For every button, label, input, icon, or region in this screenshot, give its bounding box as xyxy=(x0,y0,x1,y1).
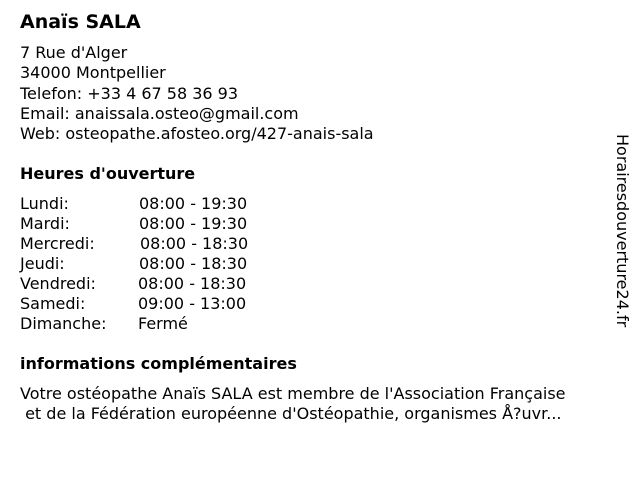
business-title: Anaïs SALA xyxy=(20,11,141,33)
day-label: Samedi: xyxy=(20,294,86,313)
day-label: Dimanche: xyxy=(20,314,107,333)
time-range: Fermé xyxy=(138,314,188,333)
info-text-line1: Votre ostéopathe Anaïs SALA est membre de l'Association Française xyxy=(20,384,566,403)
time-range: 09:00 - 13:00 xyxy=(138,294,247,313)
time-range: 08:00 - 18:30 xyxy=(140,234,249,253)
info-text-line2: et de la Fédération européenne d'Ostéopathie, organismes Å?uvr... xyxy=(20,404,562,423)
day-label: Mercredi: xyxy=(20,234,95,253)
day-label: Lundi: xyxy=(20,194,69,213)
address-city: 34000 Montpellier xyxy=(20,63,166,82)
time-range: 08:00 - 19:30 xyxy=(139,214,248,233)
time-range: 08:00 - 18:30 xyxy=(139,254,248,273)
address-street: 7 Rue d'Alger xyxy=(20,43,128,62)
email-line: Email: anaissala.osteo@gmail.com xyxy=(20,104,299,123)
web-line: Web: osteopathe.afosteo.org/427-anais-sala xyxy=(20,124,374,143)
day-label: Mardi: xyxy=(20,214,70,233)
time-range: 08:00 - 19:30 xyxy=(139,194,248,213)
info-heading: informations complémentaires xyxy=(20,354,297,373)
day-label: Jeudi: xyxy=(20,254,65,273)
phone-line: Telefon: +33 4 67 58 36 93 xyxy=(20,84,239,103)
day-label: Vendredi: xyxy=(20,274,96,293)
site-watermark: Horairesdouverture24.fr xyxy=(613,134,632,328)
time-range: 08:00 - 18:30 xyxy=(138,274,247,293)
hours-heading: Heures d'ouverture xyxy=(20,164,196,183)
